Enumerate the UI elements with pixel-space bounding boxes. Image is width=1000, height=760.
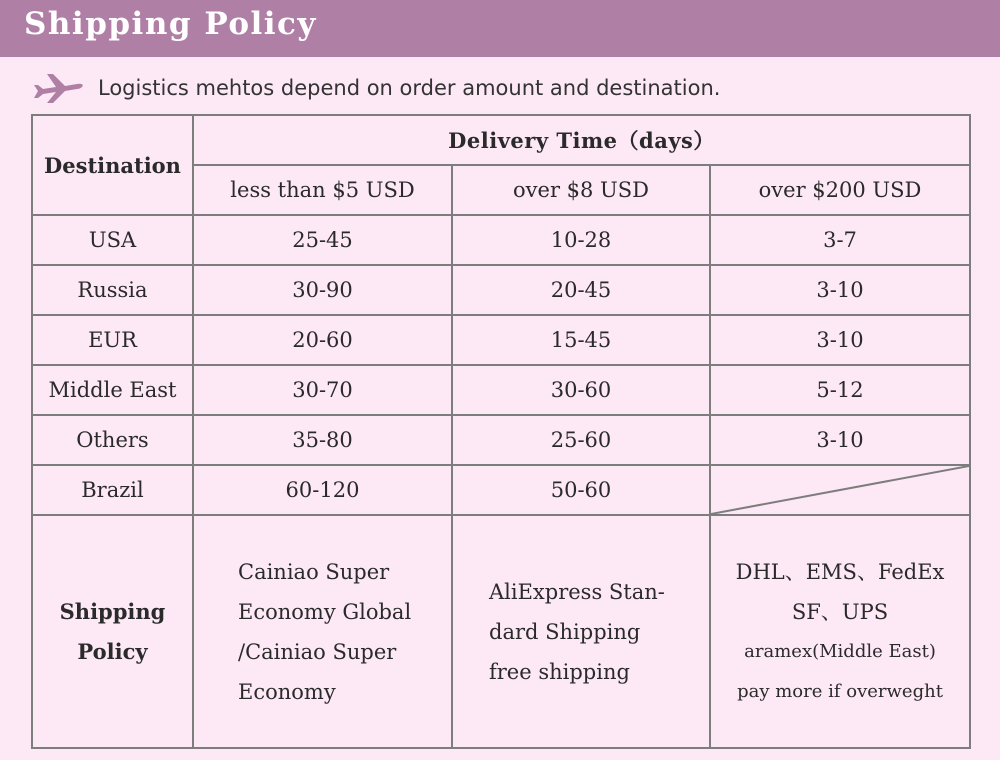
column-header-over-8: over $8 USD: [452, 165, 710, 215]
value-cell: 30-90: [193, 265, 452, 315]
table-row: [32, 315, 970, 365]
value-cell: 15-45: [452, 315, 710, 365]
policy-aliexpress: [452, 515, 710, 748]
shipping-table: [31, 114, 971, 749]
notice-text: Logistics mehtos depend on order amount and destination.: [98, 76, 721, 100]
value-cell: 3-10: [710, 265, 970, 315]
destination-cell: USA: [32, 215, 193, 265]
policy-line: aramex(Middle East): [744, 640, 936, 662]
table-row: [32, 215, 970, 265]
value-cell: 30-60: [452, 365, 710, 415]
destination-header: Destination: [32, 115, 193, 215]
logistics-notice: [32, 70, 972, 106]
policy-row: [32, 515, 970, 748]
value-cell: 3-10: [710, 415, 970, 465]
value-cell: 50-60: [452, 465, 710, 515]
value-cell: 3-7: [710, 215, 970, 265]
airplane-icon: [32, 72, 84, 104]
value-cell: 10-28: [452, 215, 710, 265]
policy-line: /Cainiao Super: [238, 639, 397, 664]
policy-express: [710, 515, 970, 748]
value-cell: 20-45: [452, 265, 710, 315]
shipping-policy-label: [32, 515, 193, 748]
value-cell: 20-60: [193, 315, 452, 365]
destination-cell: EUR: [32, 315, 193, 365]
page-header: [0, 0, 1000, 57]
policy-line: Economy: [238, 679, 336, 704]
value-cell: 3-10: [710, 315, 970, 365]
policy-line: DHL、EMS、FedEx: [735, 559, 945, 584]
destination-cell: Brazil: [32, 465, 193, 515]
value-cell: 5-12: [710, 365, 970, 415]
policy-line: SF、UPS: [791, 599, 889, 624]
value-cell: 30-70: [193, 365, 452, 415]
value-cell: 25-45: [193, 215, 452, 265]
policy-label-line: Shipping: [59, 598, 166, 624]
delivery-time-header: Delivery Time（days）: [193, 115, 970, 165]
policy-line: free shipping: [489, 659, 630, 684]
value-cell: 60-120: [193, 465, 452, 515]
table-row: [32, 415, 970, 465]
policy-line: dard Shipping: [489, 619, 641, 644]
table-row: [32, 265, 970, 315]
destination-cell: Others: [32, 415, 193, 465]
policy-line: AliExpress Stan-: [489, 579, 665, 604]
policy-line: Economy Global: [238, 599, 412, 624]
destination-cell: Russia: [32, 265, 193, 315]
empty-diagonal-cell: [710, 465, 970, 515]
table-row: [32, 365, 970, 415]
destination-cell: Middle East: [32, 365, 193, 415]
value-cell: 35-80: [193, 415, 452, 465]
policy-line: Cainiao Super: [238, 559, 390, 584]
value-cell: 25-60: [452, 415, 710, 465]
policy-line: pay more if overweght: [737, 680, 943, 702]
column-header-over-200: over $200 USD: [710, 165, 970, 215]
policy-cainiao: [193, 515, 452, 748]
page-title: Shipping Policy: [24, 6, 317, 42]
table-row: [32, 465, 970, 515]
column-header-under-5: less than $5 USD: [193, 165, 452, 215]
policy-label-line: Policy: [77, 638, 148, 664]
diagonal-line: [711, 466, 969, 514]
